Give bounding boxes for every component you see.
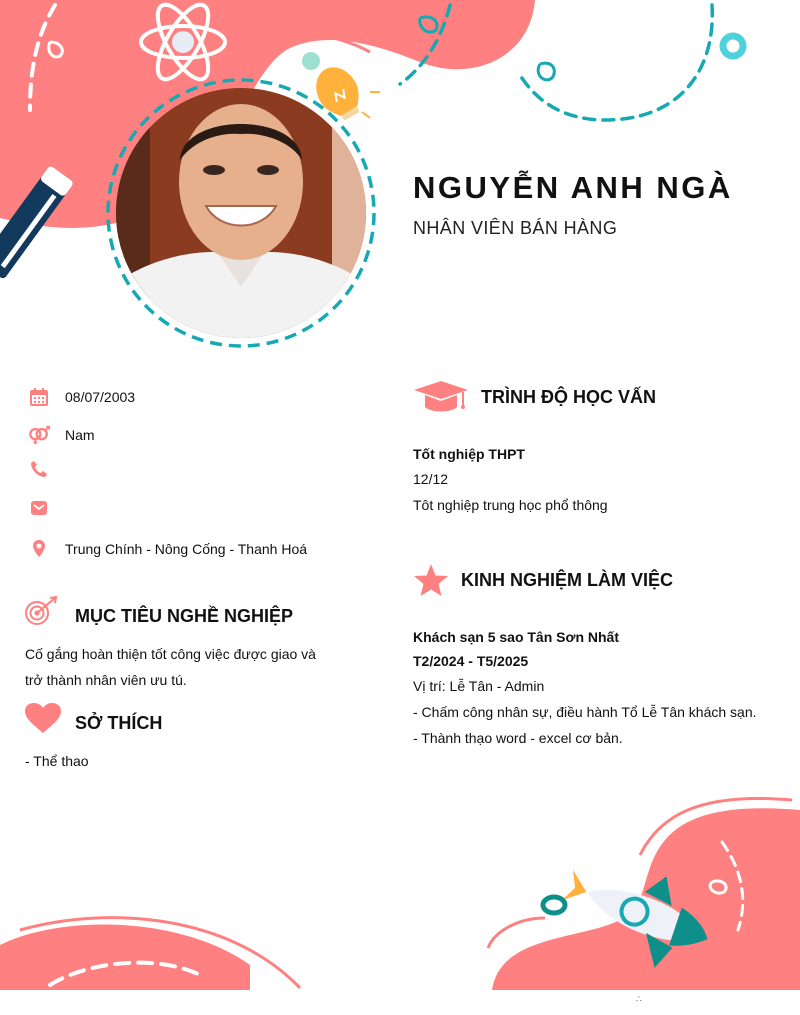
profile-photo: [110, 82, 372, 344]
star-icon: [413, 563, 449, 602]
location-pin-icon: [28, 538, 50, 560]
avatar-photo-icon: [110, 82, 372, 344]
objective-title: MỤC TIÊU NGHỀ NGHIỆP: [75, 606, 294, 626]
objective-line-2: trở thành nhân viên ưu tú.: [25, 672, 187, 688]
calendar-icon: [28, 386, 50, 408]
objective-line-1: Cố gắng hoàn thiện tốt công việc được giao và: [25, 646, 316, 662]
gender-value: Nam: [65, 427, 95, 443]
graduation-cap-icon: [413, 380, 469, 421]
hobbies-title: SỞ THÍCH: [75, 713, 163, 733]
experience-period: T2/2024 - T5/2025: [413, 653, 529, 669]
education-school: Tốt nghiệp THPT: [413, 446, 525, 462]
job-title: NHÂN VIÊN BÁN HÀNG: [413, 218, 618, 238]
email-row: [28, 496, 65, 520]
experience-duty-1: - Chấm công nhân sự, điều hành Tổ Lễ Tân khách sạn.: [413, 704, 757, 720]
experience-company: Khách sạn 5 sao Tân Sơn Nhất: [413, 629, 620, 645]
education-period: 12/12: [413, 471, 449, 487]
phone-icon: [28, 458, 50, 480]
education-title: TRÌNH ĐỘ HỌC VẤN: [481, 387, 656, 407]
footer-mark: ∴: [636, 994, 642, 1004]
education-description: Tôt nghiệp trung học phổ thông: [413, 497, 608, 513]
birthdate-value: 08/07/2003: [65, 389, 136, 405]
heart-icon: [24, 702, 62, 739]
candidate-name: NGUYỄN ANH NGÀ: [413, 170, 733, 205]
birthdate-row: [28, 385, 135, 409]
address-value: Trung Chính - Nông Cống - Thanh Hoá: [65, 541, 308, 557]
gender-row: [28, 423, 95, 447]
experience-title: KINH NGHIỆM LÀM VIỆC: [461, 570, 674, 590]
experience-position: Vị trí: Lễ Tân - Admin: [413, 678, 545, 694]
experience-duty-2: - Thành thạo word - excel cơ bản.: [413, 730, 623, 746]
hobby-item: - Thể thao: [25, 753, 89, 769]
target-icon: [24, 596, 58, 633]
phone-row: [28, 457, 65, 481]
address-row: [28, 537, 307, 561]
email-icon: [28, 497, 50, 519]
gender-icon: [28, 424, 50, 446]
